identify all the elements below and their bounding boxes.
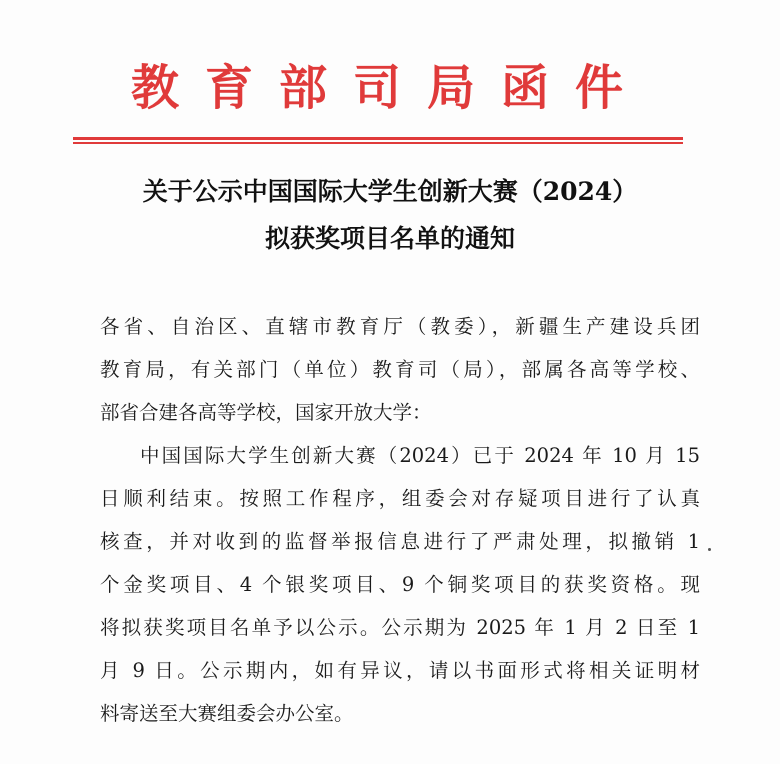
body-line: 将拟获奖项目名单予以公示。公示期为 2025 年 1 月 2 日至 1 (100, 616, 700, 639)
body-line: 中国国际大学生创新大赛（2024）已于 2024 年 10 月 15 (140, 444, 700, 467)
document-title-line-1: 关于公示中国国际大学生创新大赛（2024） (142, 177, 638, 206)
addressee-line: 教育局，有关部门（单位）教育司（局），部属各高等学校、 (100, 358, 700, 381)
scan-speck (708, 548, 711, 551)
letterhead-red-rule-thin (73, 142, 683, 144)
body-line: 日顺利结束。按照工作程序，组委会对存疑项目进行了认真 (100, 487, 700, 510)
body-line: 个金奖项目、4 个银奖项目、9 个铜奖项目的获奖资格。现 (100, 573, 700, 596)
body-line: 核查，并对收到的监督举报信息进行了严肃处理，拟撤销 1 (100, 530, 700, 553)
addressee-line: 各省、自治区、直辖市教育厅（教委），新疆生产建设兵团 (100, 315, 700, 338)
addressee-paragraph (100, 305, 700, 434)
body-line: 料寄送至大赛组委会办公室。 (100, 702, 354, 725)
body-line: 月 9 日。公示期内，如有异议，请以书面形式将相关证明材 (100, 659, 700, 682)
body-paragraph (100, 434, 700, 735)
letterhead-title: 教育部司局函件 (130, 60, 649, 116)
document-title-line-2: 拟获奖项目名单的通知 (264, 224, 515, 253)
addressee-line: 部省合建各高等学校，国家开放大学： (100, 401, 432, 424)
letterhead-red-rule-thick (73, 137, 683, 140)
